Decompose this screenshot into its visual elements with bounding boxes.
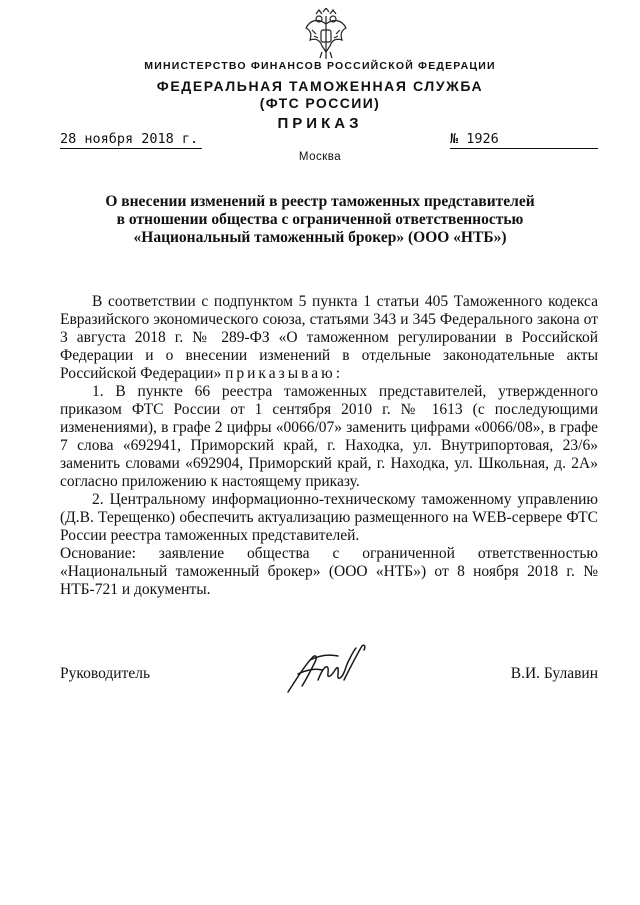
document-date: 28 ноября 2018 г.	[60, 131, 202, 149]
document-title	[90, 193, 550, 247]
item-1-paragraph: 1. В пункте 66 реестра таможенных представителей, утвержденного приказом ФТС России от 1 сентября 2010 г. № 1613 (с последующими изменениями), в графе 2 цифры «0066/07» заменить цифрами «0066/08», в графе 7 слова «692941, Приморский край, г. Находка, ул. Внутрипортовая, 23/6» заменить словами «692904, Приморский край, г. Находка, ул. Школьная, д. 2А» согласно приложению к настоящему приказу.	[60, 383, 598, 490]
coat-of-arms-emblem	[302, 8, 350, 60]
signatory-role: Руководитель	[60, 665, 151, 682]
document-body	[60, 293, 598, 545]
signatory-name: В.И. Булавин	[510, 665, 598, 682]
item-2-paragraph: 2. Центральному информационно-техническому таможенному управлению (Д.В. Терещенко) обеспечить актуализацию размещенного на WEB-сервере ФТС России реестра таможенных представителей.	[60, 491, 598, 544]
title-line-1: О внесении изменений в реестр таможенных представителей	[105, 193, 535, 210]
ministry-name: МИНИСТЕРСТВО ФИНАНСОВ РОССИЙСКОЙ ФЕДЕРАЦИИ	[144, 60, 496, 72]
service-name: ФЕДЕРАЛЬНАЯ ТАМОЖЕННАЯ СЛУЖБА	[156, 78, 484, 94]
title-line-3: «Национальный таможенный брокер» (ООО «НТБ»)	[133, 229, 507, 246]
document-number: № 1926	[450, 131, 598, 149]
basis-paragraph: Основание: заявление общества с ограниченной ответственностью «Национальный таможенный брокер» (ООО «НТБ») от 8 ноября 2018 г. № НТБ-721 и документы.	[60, 545, 598, 598]
intro-paragraph	[60, 293, 598, 383]
service-abbreviation: (ФТС РОССИИ)	[259, 95, 381, 111]
document-city: Москва	[298, 151, 342, 163]
order-word: приказываю:	[225, 365, 344, 382]
document-type: ПРИКАЗ	[277, 115, 363, 132]
title-line-2: в отношении общества с ограниченной ответственностью	[116, 211, 524, 228]
intro-text: В соответствии с подпунктом 5 пункта 1 статьи 405 Таможенного кодекса Евразийского экономического союза, статьями 343 и 345 Федерального закона от 3 августа 2018 г. № 289-ФЗ «О таможенном регулировании в Российской Федерации и о внесении изменений в отдельные законодательные акты Российской Федерации»	[60, 293, 598, 382]
handwritten-signature	[282, 640, 372, 700]
